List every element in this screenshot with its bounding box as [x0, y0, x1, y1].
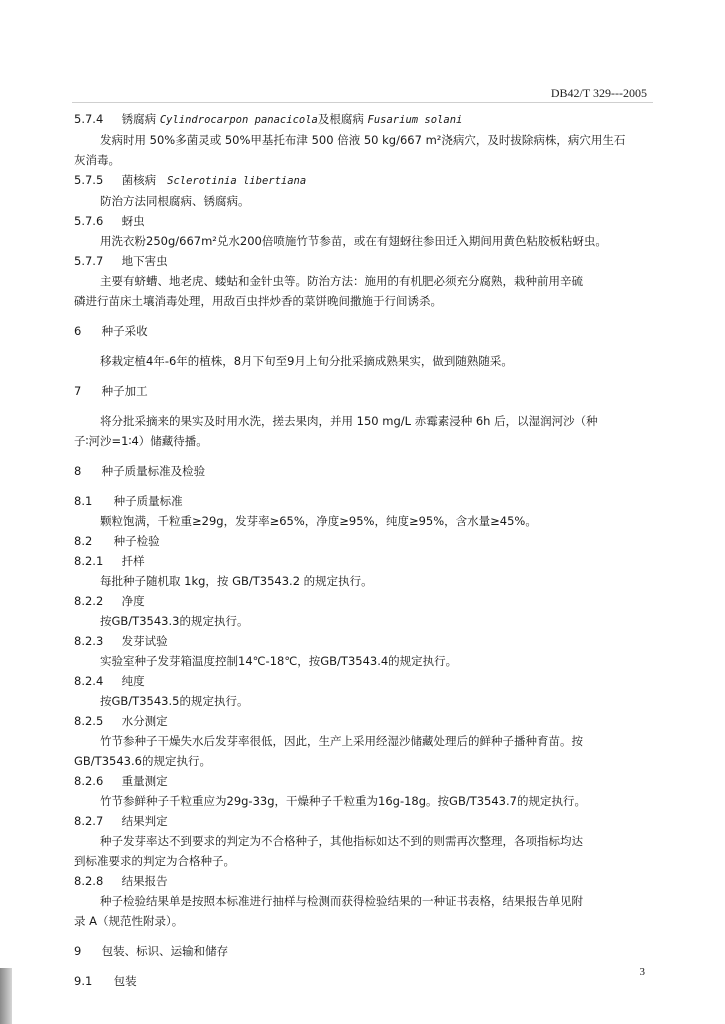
paragraph-8-2-2: 按GB/T3543.3的规定执行。 [100, 614, 249, 628]
paragraph-5-7-6: 用洗衣粉250g/667m²兑水200倍喷施竹节参苗，或在有翅蚜往参田迁入期间用黄色粘胶板粘蚜虫。 [100, 234, 607, 248]
heading-8-2: 8.2 种子检验 [74, 534, 160, 548]
heading-8-2-8: 8.2.8 结果报告 [74, 874, 168, 888]
heading-8-2-3: 8.2.3 发芽试验 [74, 634, 168, 648]
paragraph-5-7-7-line2: 磷进行苗床土壤消毒处理，用敌百虫拌炒香的菜饼晚间撒施于行间诱杀。 [74, 294, 442, 308]
paragraph-8-2-4: 按GB/T3543.5的规定执行。 [100, 694, 249, 708]
scan-edge-shadow [0, 968, 12, 1024]
heading-8-2-7: 8.2.7 结果判定 [74, 814, 168, 828]
heading-5-7-6: 5.7.6 蚜虫 [74, 214, 145, 228]
heading-8-2-1: 8.2.1 扦样 [74, 554, 145, 568]
page-number: 3 [639, 966, 645, 978]
paragraph-5-7-7-line1: 主要有蛴螬、地老虎、蝼蛄和金针虫等。防治方法：施用的有机肥必须充分腐熟，栽种前用辛硫 [100, 274, 583, 288]
heading-5-7-5: 5.7.5 菌核病 Sclerotinia libertiana [74, 173, 307, 187]
paragraph-7-line2: 子∶河沙=1∶4）储藏待播。 [74, 434, 208, 448]
heading-7: 7 种子加工 [74, 384, 148, 398]
document-id: DB42/T 329---2005 [550, 86, 647, 100]
paragraph-8-2-8-line1: 种子检验结果单是按照本标准进行抽样与检测而获得检验结果的一种证书表格，结果报告单见附 [100, 894, 583, 908]
heading-5-7-7: 5.7.7 地下害虫 [74, 254, 168, 268]
header-rule [72, 102, 653, 103]
paragraph-8-2-1: 每批种子随机取 1kg，按 GB/T3543.2 的规定执行。 [100, 574, 373, 588]
paragraph-7-line1: 将分批采摘来的果实及时用水洗，搓去果肉，并用 150 mg/L 赤霉素浸种 6h 后，以湿润河沙（种 [100, 414, 598, 428]
document-body [74, 109, 654, 991]
paragraph-5-7-5: 防治方法同根腐病、锈腐病。 [100, 194, 250, 208]
paragraph-8-2-7-line2: 到标准要求的判定为合格种子。 [74, 854, 235, 868]
paragraph-8-2-6: 竹节参鲜种子千粒重应为29g-33g，干燥种子千粒重为16g-18g。按GB/T3543.7的规定执行。 [100, 794, 586, 808]
paragraph-8-2-5-line1: 竹节参种子干燥失水后发芽率很低，因此，生产上采用经湿沙储藏处理后的鲜种子播种育苗。按 [100, 734, 583, 748]
paragraph-8-1: 颗粒饱满，千粒重≥29g，发芽率≥65%，净度≥95%，纯度≥95%，含水量≥45%。 [100, 514, 537, 528]
paragraph-8-2-5-line2: GB/T3543.6的规定执行。 [74, 754, 211, 768]
paragraph-6: 移栽定植4年-6年的植株，8月下旬至9月上旬分批采摘成熟果实，做到随熟随采。 [100, 354, 513, 368]
heading-8-2-5: 8.2.5 水分测定 [74, 714, 168, 728]
heading-9-1: 9.1 包装 [74, 974, 137, 988]
heading-8-1: 8.1 种子质量标准 [74, 494, 183, 508]
heading-5-7-4: 5.7.4 锈腐病 Cylindrocarpon panacicola及根腐病 Fusarium solani [74, 112, 463, 126]
heading-8-2-6: 8.2.6 重量测定 [74, 774, 168, 788]
heading-8: 8 种子质量标准及检验 [74, 464, 206, 478]
heading-6: 6 种子采收 [74, 324, 148, 338]
heading-8-2-2: 8.2.2 净度 [74, 594, 145, 608]
paragraph-8-2-7-line1: 种子发芽率达不到要求的判定为不合格种子，其他指标如达不到的则需再次整理，各项指标均达 [100, 834, 583, 848]
paragraph-5-7-4-line1: 发病时用 50%多菌灵或 50%甲基托布津 500 倍液 50 kg/667 m²浇病穴，及时拔除病株，病穴用生石 [100, 133, 626, 147]
heading-9: 9 包装、标识、运输和储存 [74, 944, 229, 958]
heading-8-2-4: 8.2.4 纯度 [74, 674, 145, 688]
paragraph-5-7-4-line2: 灰消毒。 [74, 153, 120, 167]
paragraph-8-2-8-line2: 录 A（规范性附录）。 [74, 914, 184, 928]
paragraph-8-2-3: 实验室种子发芽箱温度控制14℃-18℃，按GB/T3543.4的规定执行。 [100, 654, 458, 668]
